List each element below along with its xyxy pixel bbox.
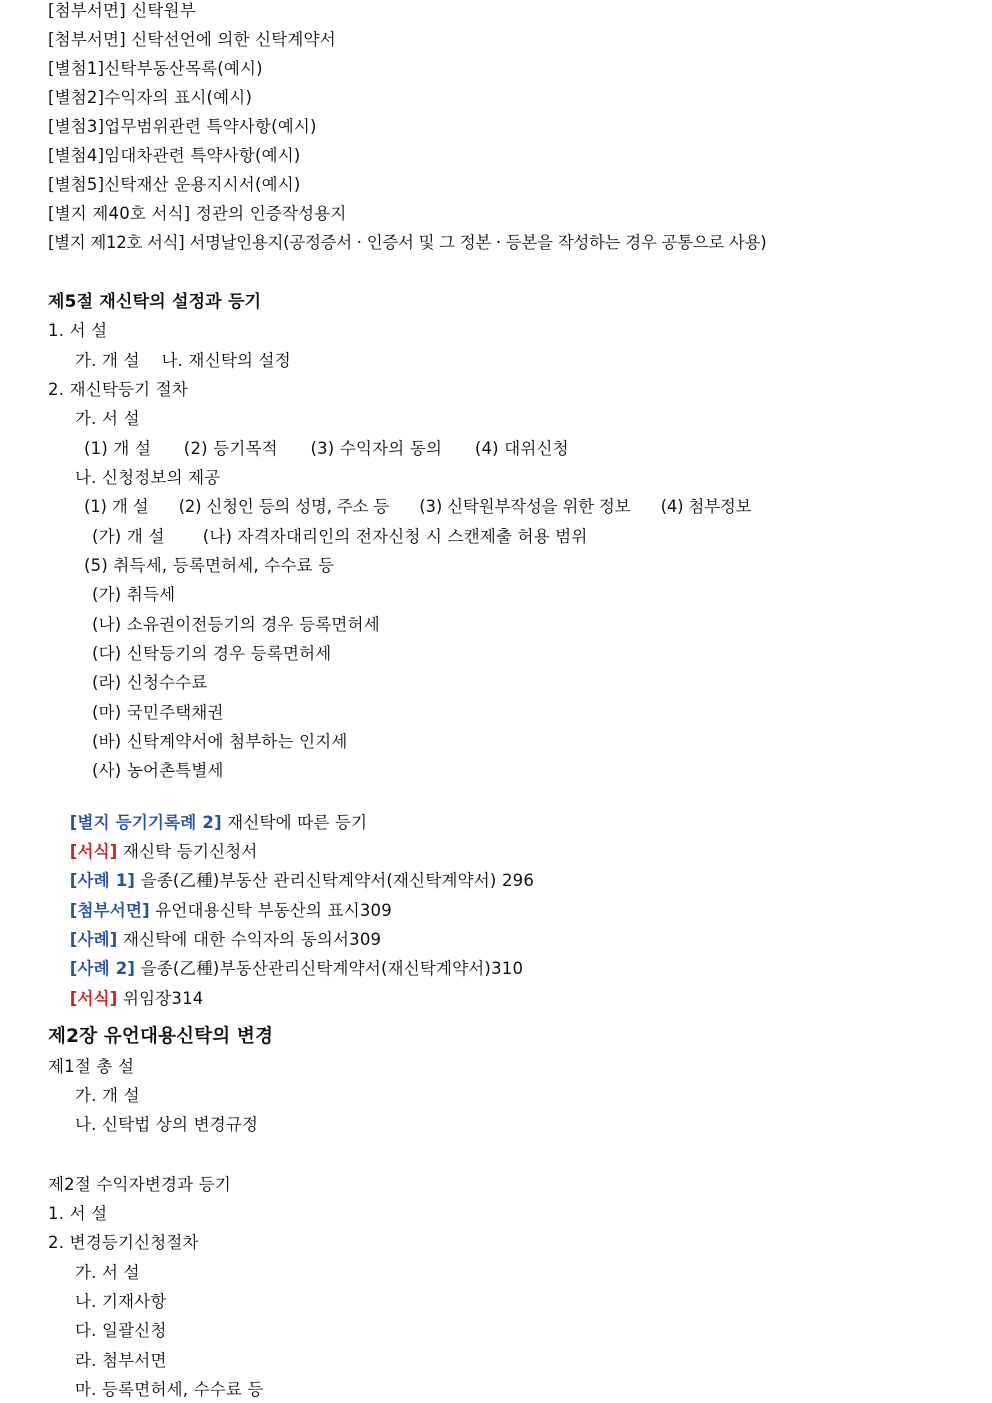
toc-line: [첨부서면] 신탁원부 [48,1,196,20]
toc-line: 가. 개 설 [75,1086,140,1105]
form-tag: [사례] [69,930,118,949]
toc-line: 마. 등록면허세, 수수료 등 [75,1380,264,1399]
toc-line: 라. 첨부서면 [75,1351,167,1370]
toc-line: 1. 서 설 [48,321,108,340]
toc-line: (1) 개 설 (2) 등기목적 (3) 수익자의 동의 (4) 대위신청 [84,439,569,458]
toc-line: 나. 신탁법 상의 변경규정 [75,1115,259,1134]
toc-line: 가. 개 설 나. 재신탁의 설정 [75,351,291,370]
toc-line: (5) 취득세, 등록면허세, 수수료 등 [84,556,335,575]
form-title: 위임장314 [117,989,204,1008]
toc-line: 2. 변경등기신청절차 [48,1233,199,1252]
toc-line: (마) 국민주택채권 [92,703,224,722]
toc-line: [별지 제12호 서식] 서명날인용지(공정증서 · 인증서 및 그 정본 · 등본을 작성하는 경우 공통으로 사용) [48,233,767,252]
form-tag: [사례 1] [69,871,136,890]
form-reference [48,966,204,1032]
toc-line: 1. 서 설 [48,1204,108,1223]
toc-line: [별첨5]신탁재산 운용지시서(예시) [48,175,301,194]
form-tag: [별지 등기기록례 2] [69,813,222,832]
chapter-heading: 제2장 유언대용신탁의 변경 [48,1026,274,1047]
toc-line: 가. 서 설 [75,409,140,428]
toc-line: 나. 기재사항 [75,1292,167,1311]
toc-line: [첨부서면] 신탁선언에 의한 신탁계약서 [48,30,336,49]
toc-line: (1) 개 설 (2) 신청인 등의 성명, 주소 등 (3) 신탁원부작성을 위한 정보 (4) 첨부정보 [84,497,752,516]
form-title: 재신탁에 대한 수익자의 동의서309 [117,930,382,949]
form-title: 재신탁 등기신청서 [117,842,258,861]
toc-line: [별지 제40호 서식] 정관의 인증작성용지 [48,204,347,223]
toc-line: (라) 신청수수료 [92,673,208,692]
toc-line: [별첨1]신탁부동산목록(예시) [48,59,263,78]
form-title: 유언대용신탁 부동산의 표시309 [149,901,392,920]
toc-line: [별첨4]임대차관련 특약사항(예시) [48,146,301,165]
form-title: 을종(乙種)부동산 관리신탁계약서(재신탁계약서) 296 [135,871,535,890]
form-title: 재신탁에 따른 등기 [221,813,368,832]
form-tag: [서식] [69,989,118,1008]
toc-line: (나) 소유권이전등기의 경우 등록면허세 [92,615,380,634]
toc-line: (사) 농어촌특별세 [92,761,224,780]
toc-line: 2. 재신탁등기 절차 [48,380,189,399]
form-tag: [사례 2] [69,959,136,978]
form-tag: [첨부서면] [69,901,150,920]
toc-line: 제1절 총 설 [48,1057,135,1076]
toc-line: (다) 신탁등기의 경우 등록면허세 [92,644,332,663]
toc-line: 가. 서 설 [75,1263,140,1282]
toc-line: (가) 취득세 [92,585,176,604]
form-title: 을종(乙種)부동산관리신탁계약서(재신탁계약서)310 [135,959,524,978]
toc-line: 나. 신청정보의 제공 [75,468,221,487]
toc-line: (바) 신탁계약서에 첨부하는 인지세 [92,732,348,751]
toc-line: [별첨3]업무범위관련 특약사항(예시) [48,117,317,136]
section-heading: 제5절 재신탁의 설정과 등기 [48,292,262,312]
form-tag: [서식] [69,842,118,861]
toc-line: 다. 일괄신청 [75,1321,167,1340]
toc-line: [별첨2]수익자의 표시(예시) [48,88,253,107]
toc-line: 제2절 수익자변경과 등기 [48,1175,231,1194]
toc-line: (가) 개 설 (나) 자격자대리인의 전자신청 시 스캔제출 허용 범위 [92,527,588,546]
